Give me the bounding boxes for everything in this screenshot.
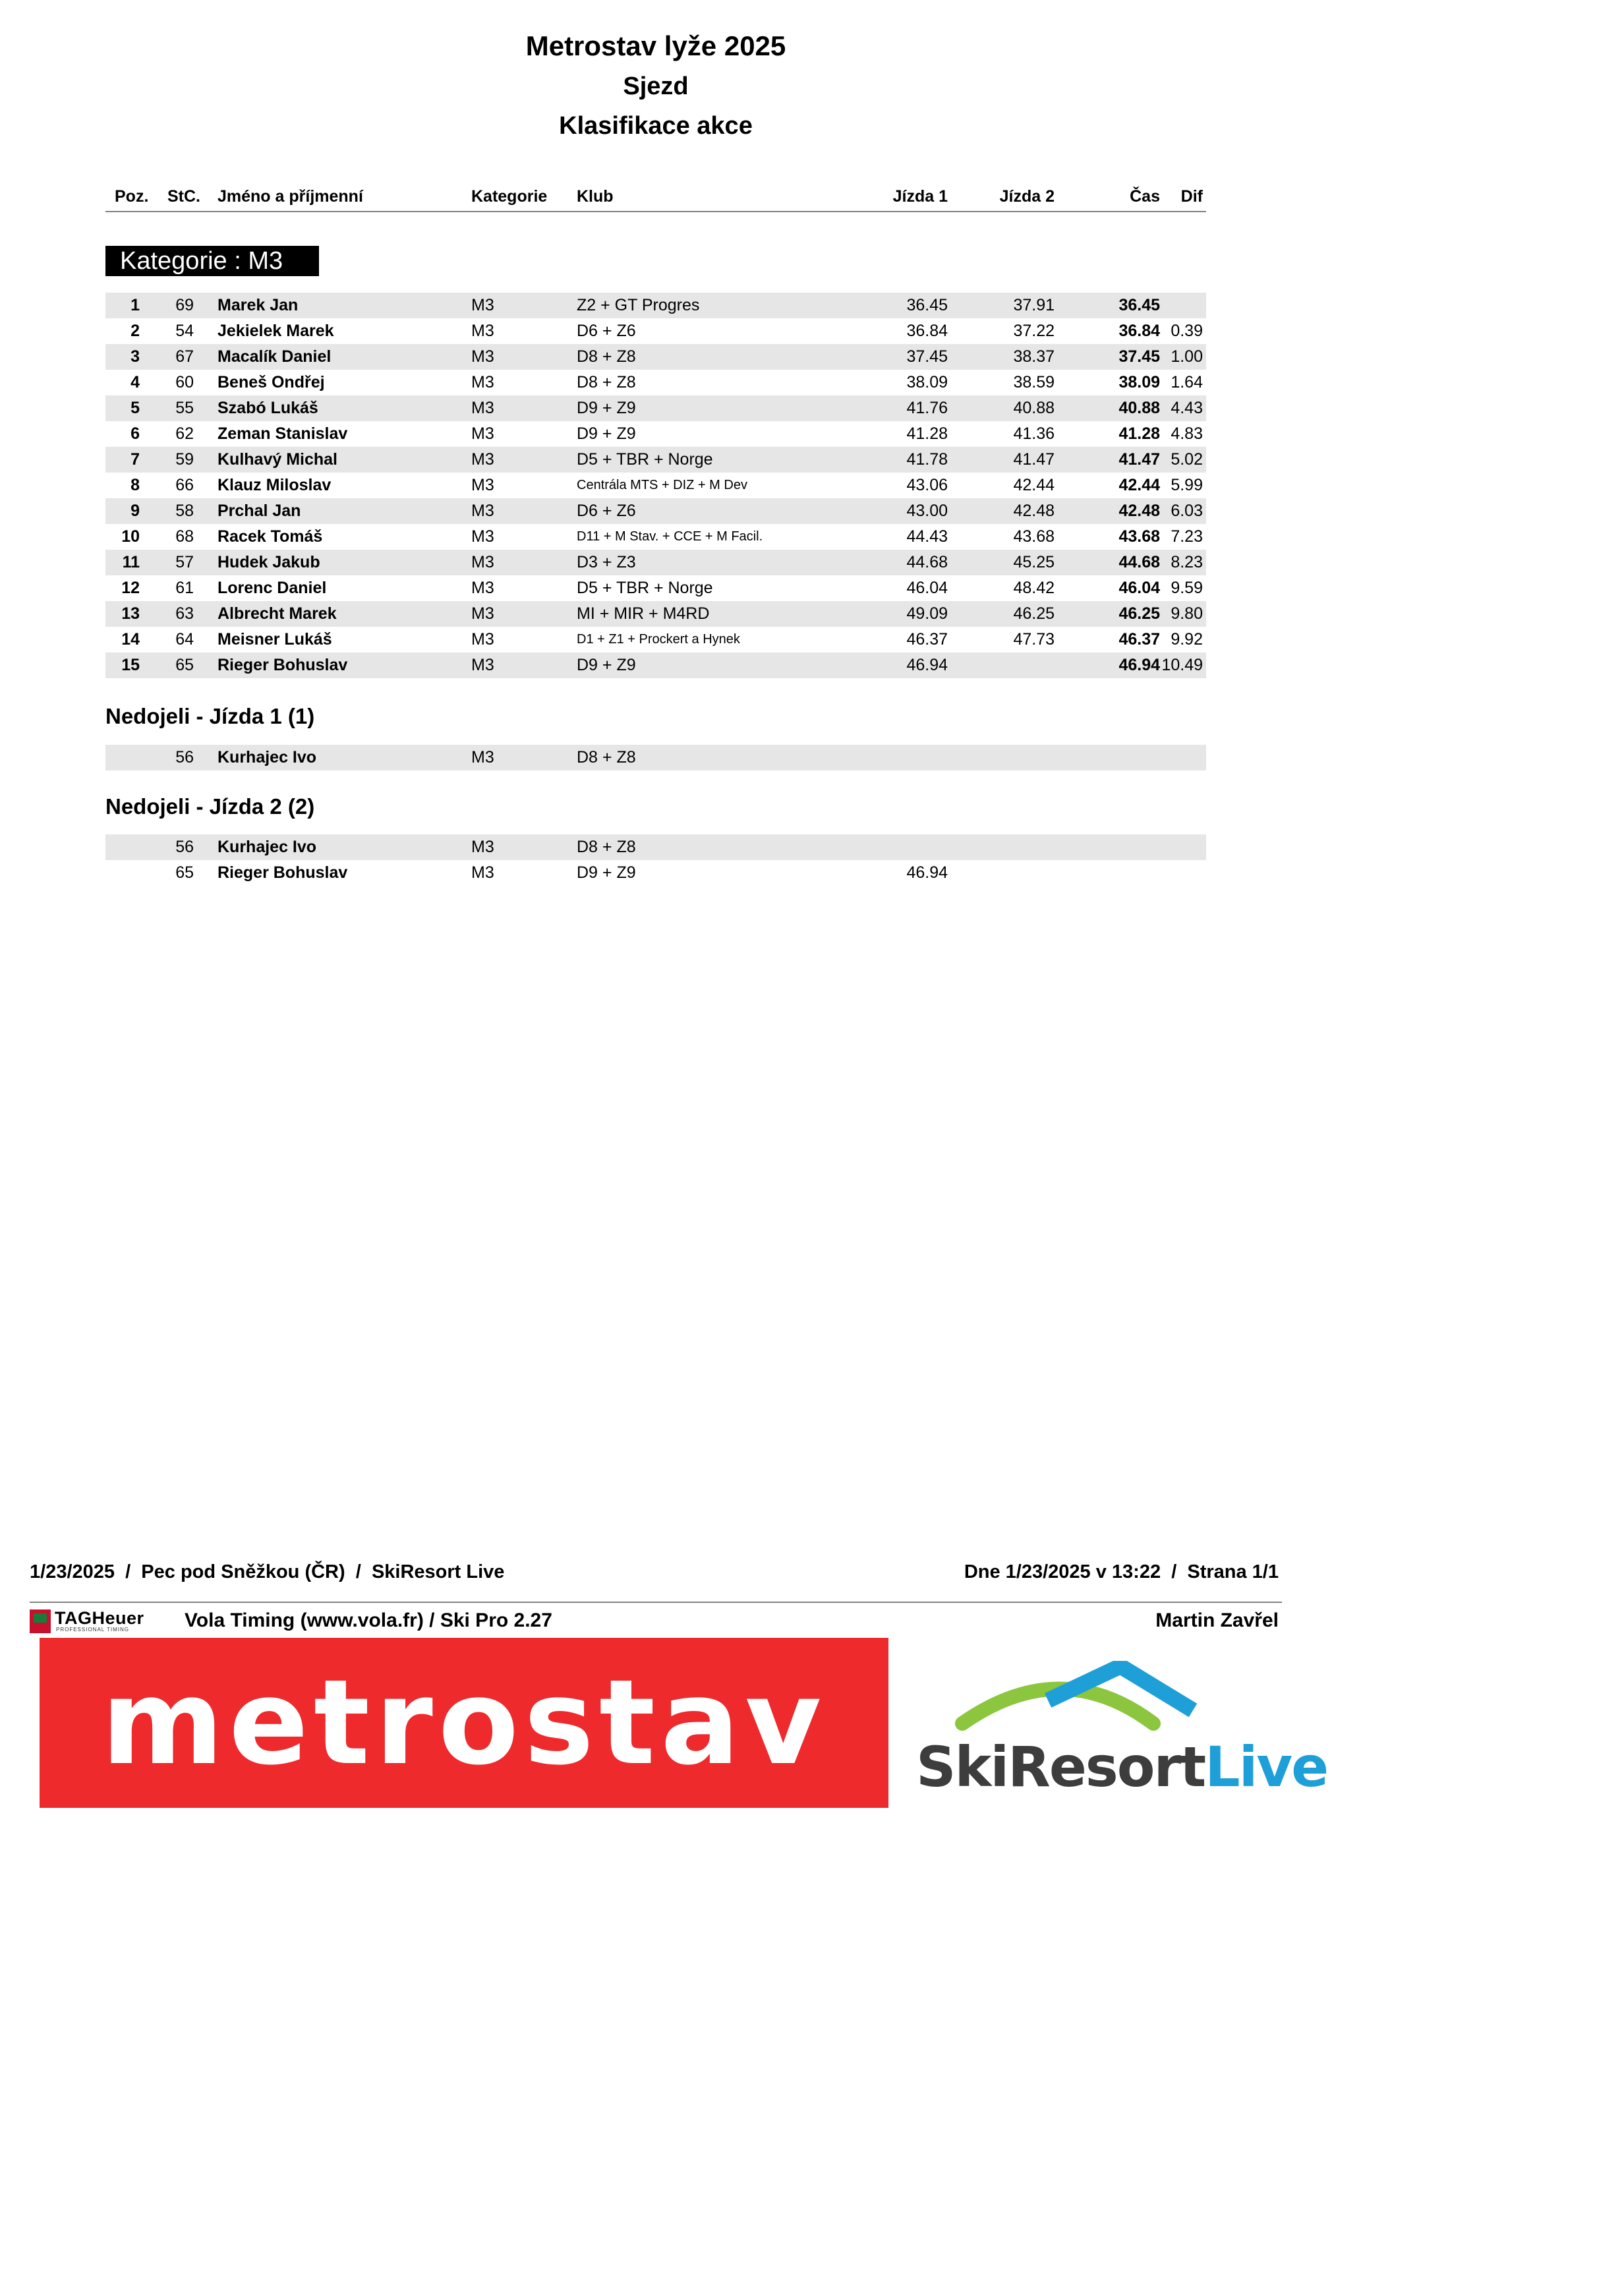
skiresort-live-logo	[910, 1661, 1328, 1799]
dns-run2-title: Nedojeli - Jízda 2 (2)	[105, 794, 315, 819]
cell-category: M3	[471, 424, 494, 443]
cell-run2: 40.88	[1013, 399, 1055, 417]
metrostav-wordmark: metrostav	[101, 1654, 827, 1791]
footer-timing: Vola Timing (www.vola.fr) / Ski Pro 2.27	[185, 1609, 552, 1631]
cell-name: Rieger Bohuslav	[218, 863, 348, 882]
cell-diff: 10.49	[1161, 656, 1203, 674]
footer-left: 1/23/2025 / Pec pod Sněžkou (ČR) / SkiResort Live	[30, 1561, 505, 1582]
table-row	[105, 473, 1206, 498]
cell-club: D3 + Z3	[577, 553, 636, 571]
skiresort-roof-icon	[910, 1661, 1252, 1740]
cell-time: 44.68	[1118, 553, 1160, 571]
header-run2: Jízda 2	[999, 187, 1055, 206]
cell-diff: 5.02	[1171, 450, 1203, 469]
cell-category: M3	[471, 476, 494, 494]
header-diff: Dif	[1180, 187, 1203, 206]
cell-name: Beneš Ondřej	[218, 373, 325, 391]
cell-diff: 5.99	[1171, 476, 1203, 494]
table-row	[105, 601, 1206, 627]
cell-name: Prchal Jan	[218, 502, 301, 520]
cell-category: M3	[471, 656, 494, 674]
cell-run2: 46.25	[1013, 604, 1055, 623]
cell-start-number: 69	[175, 296, 194, 314]
cell-club: D6 + Z6	[577, 502, 636, 520]
table-row	[105, 550, 1206, 575]
cell-position: 12	[121, 579, 140, 597]
header-time: Čas	[1130, 187, 1160, 206]
cell-run1: 46.94	[906, 863, 948, 882]
cell-club: D8 + Z8	[577, 838, 636, 856]
cell-start-number: 66	[175, 476, 194, 494]
cell-name: Marek Jan	[218, 296, 299, 314]
table-row	[105, 370, 1206, 395]
cell-start-number: 57	[175, 553, 194, 571]
cell-start-number: 54	[175, 322, 194, 340]
cell-category: M3	[471, 322, 494, 340]
cell-run2: 48.42	[1013, 579, 1055, 597]
cell-position: 7	[130, 450, 140, 469]
cell-club: D5 + TBR + Norge	[577, 579, 713, 597]
cell-time: 43.68	[1118, 527, 1160, 546]
cell-position: 11	[122, 553, 140, 571]
metrostav-logo	[40, 1638, 888, 1808]
cell-club: D9 + Z9	[577, 863, 636, 882]
cell-category: M3	[471, 296, 494, 314]
cell-run2: 41.36	[1013, 424, 1055, 443]
dns-run1-title: Nedojeli - Jízda 1 (1)	[105, 704, 315, 728]
table-row	[105, 745, 1206, 770]
cell-start-number: 64	[175, 630, 194, 649]
cell-club: Z2 + GT Progres	[577, 296, 700, 314]
header-stc: StC.	[167, 187, 200, 206]
cell-club: MI + MIR + M4RD	[577, 604, 710, 623]
table-row	[105, 293, 1206, 318]
cell-category: M3	[471, 347, 494, 366]
cell-category: M3	[471, 748, 494, 767]
cell-run1: 41.76	[906, 399, 948, 417]
classification-title: Klasifikace akce	[559, 112, 753, 140]
cell-run1: 43.00	[906, 502, 948, 520]
discipline-title: Sjezd	[623, 72, 689, 100]
table-row	[105, 575, 1206, 601]
cell-diff: 9.92	[1171, 630, 1203, 649]
cell-category: M3	[471, 604, 494, 623]
cell-name: Kurhajec Ivo	[218, 838, 317, 856]
cell-start-number: 65	[175, 656, 194, 674]
cell-start-number: 56	[175, 748, 194, 767]
table-row	[105, 524, 1206, 550]
page-title: Metrostav lyže 2025	[525, 30, 786, 61]
table-row	[105, 860, 1206, 886]
table-row	[105, 834, 1206, 860]
cell-club: Centrála MTS + DIZ + M Dev	[577, 478, 747, 492]
header-category: Kategorie	[471, 187, 548, 206]
cell-club: D9 + Z9	[577, 424, 636, 443]
header-run1: Jízda 1	[892, 187, 948, 206]
cell-time: 41.28	[1118, 424, 1160, 443]
category-badge: Kategorie : M3	[105, 246, 319, 276]
cell-start-number: 60	[175, 373, 194, 391]
table-row	[105, 344, 1206, 370]
cell-name: Klauz Miloslav	[218, 476, 332, 494]
cell-category: M3	[471, 579, 494, 597]
cell-time: 40.88	[1118, 399, 1160, 417]
cell-run2: 37.22	[1013, 322, 1055, 340]
cell-position: 9	[130, 502, 140, 520]
cell-time: 36.45	[1118, 296, 1160, 314]
cell-name: Macalík Daniel	[218, 347, 332, 366]
footer-author: Martin Zavřel	[1155, 1609, 1279, 1631]
header-divider	[105, 211, 1206, 212]
cell-name: Racek Tomáš	[218, 527, 323, 546]
cell-name: Lorenc Daniel	[218, 579, 327, 597]
cell-name: Albrecht Marek	[218, 604, 337, 623]
tagheuer-sub: PROFESSIONAL TIMING	[56, 1627, 130, 1633]
cell-position: 2	[130, 322, 140, 340]
cell-diff: 0.39	[1171, 322, 1203, 340]
cell-category: M3	[471, 838, 494, 856]
table-row	[105, 395, 1206, 421]
cell-time: 36.84	[1118, 322, 1160, 340]
cell-diff: 6.03	[1171, 502, 1203, 520]
table-row	[105, 652, 1206, 678]
cell-position: 13	[121, 604, 140, 623]
cell-start-number: 68	[175, 527, 194, 546]
cell-run1: 44.43	[906, 527, 948, 546]
cell-diff: 4.83	[1171, 424, 1203, 443]
cell-start-number: 59	[175, 450, 194, 469]
table-row	[105, 318, 1206, 344]
cell-time: 46.94	[1118, 656, 1160, 674]
cell-category: M3	[471, 553, 494, 571]
cell-club: D9 + Z9	[577, 656, 636, 674]
table-row	[105, 627, 1206, 652]
table-row	[105, 421, 1206, 447]
cell-position: 4	[130, 373, 140, 391]
cell-start-number: 67	[175, 347, 194, 366]
cell-run1: 49.09	[906, 604, 948, 623]
cell-position: 14	[121, 630, 140, 649]
cell-start-number: 55	[175, 399, 194, 417]
cell-club: D6 + Z6	[577, 322, 636, 340]
header-club: Klub	[577, 187, 614, 206]
cell-run1: 41.78	[906, 450, 948, 469]
skiresort-wordmark	[916, 1735, 1327, 1799]
table-row	[105, 447, 1206, 473]
cell-run2: 41.47	[1013, 450, 1055, 469]
header-name: Jméno a příjmenní	[218, 187, 363, 206]
cell-position: 6	[130, 424, 140, 443]
cell-name: Jekielek Marek	[218, 322, 334, 340]
cell-start-number: 65	[175, 863, 194, 882]
cell-club: D8 + Z8	[577, 748, 636, 767]
cell-category: M3	[471, 373, 494, 391]
tagheuer-brand: TAGHeuer	[55, 1608, 144, 1628]
cell-run2: 38.37	[1013, 347, 1055, 366]
cell-time: 41.47	[1118, 450, 1160, 469]
cell-run1: 46.04	[906, 579, 948, 597]
cell-position: 8	[130, 476, 140, 494]
cell-club: D11 + M Stav. + CCE + M Facil.	[577, 529, 763, 544]
cell-club: D9 + Z9	[577, 399, 636, 417]
cell-run2: 43.68	[1013, 527, 1055, 546]
cell-category: M3	[471, 630, 494, 649]
cell-time: 46.37	[1118, 630, 1160, 649]
cell-name: Kulhavý Michal	[218, 450, 337, 469]
cell-name: Kurhajec Ivo	[218, 748, 317, 767]
footer-right: Dne 1/23/2025 v 13:22 / Strana 1/1	[964, 1561, 1279, 1582]
cell-start-number: 58	[175, 502, 194, 520]
cell-run1: 46.94	[906, 656, 948, 674]
cell-diff: 9.59	[1171, 579, 1203, 597]
cell-start-number: 63	[175, 604, 194, 623]
header-poz: Poz.	[115, 187, 149, 206]
cell-diff: 1.00	[1171, 347, 1203, 366]
cell-run2: 38.59	[1013, 373, 1055, 391]
cell-run2: 42.48	[1013, 502, 1055, 520]
cell-position: 10	[121, 527, 140, 546]
cell-club: D5 + TBR + Norge	[577, 450, 713, 469]
cell-diff: 1.64	[1171, 373, 1203, 391]
cell-position: 15	[121, 656, 140, 674]
cell-name: Zeman Stanislav	[218, 424, 348, 443]
cell-time: 46.04	[1118, 579, 1160, 597]
cell-time: 37.45	[1118, 347, 1160, 366]
cell-time: 38.09	[1118, 373, 1160, 391]
cell-name: Meisner Lukáš	[218, 630, 332, 649]
cell-category: M3	[471, 527, 494, 546]
cell-run1: 41.28	[906, 424, 948, 443]
cell-name: Hudek Jakub	[218, 553, 320, 571]
cell-name: Rieger Bohuslav	[218, 656, 348, 674]
cell-position: 1	[130, 296, 140, 314]
cell-run1: 36.84	[906, 322, 948, 340]
cell-time: 42.44	[1118, 476, 1160, 494]
cell-run2: 47.73	[1013, 630, 1055, 649]
cell-category: M3	[471, 399, 494, 417]
skiresort-word-2: Live	[1205, 1735, 1328, 1799]
cell-category: M3	[471, 450, 494, 469]
cell-club: D8 + Z8	[577, 373, 636, 391]
cell-run1: 43.06	[906, 476, 948, 494]
cell-category: M3	[471, 502, 494, 520]
cell-diff: 4.43	[1171, 399, 1203, 417]
cell-diff: 8.23	[1171, 553, 1203, 571]
cell-start-number: 61	[175, 579, 194, 597]
table-row	[105, 498, 1206, 524]
cell-position: 5	[130, 399, 140, 417]
cell-name: Szabó Lukáš	[218, 399, 318, 417]
cell-diff: 7.23	[1171, 527, 1203, 546]
cell-run2: 45.25	[1013, 553, 1055, 571]
cell-time: 42.48	[1118, 502, 1160, 520]
cell-club: D8 + Z8	[577, 347, 636, 366]
skiresort-word-1: SkiResort	[916, 1735, 1205, 1799]
cell-time: 46.25	[1118, 604, 1160, 623]
tagheuer-logo	[30, 1609, 168, 1633]
cell-run2: 42.44	[1013, 476, 1055, 494]
cell-run1: 38.09	[906, 373, 948, 391]
tagheuer-shield-icon	[30, 1609, 51, 1633]
cell-run1: 36.45	[906, 296, 948, 314]
cell-start-number: 62	[175, 424, 194, 443]
cell-run1: 46.37	[906, 630, 948, 649]
cell-club: D1 + Z1 + Prockert a Hynek	[577, 632, 740, 647]
cell-run2: 37.91	[1013, 296, 1055, 314]
cell-category: M3	[471, 863, 494, 882]
cell-run1: 44.68	[906, 553, 948, 571]
cell-diff: 9.80	[1171, 604, 1203, 623]
cell-start-number: 56	[175, 838, 194, 856]
cell-run1: 37.45	[906, 347, 948, 366]
cell-position: 3	[130, 347, 140, 366]
